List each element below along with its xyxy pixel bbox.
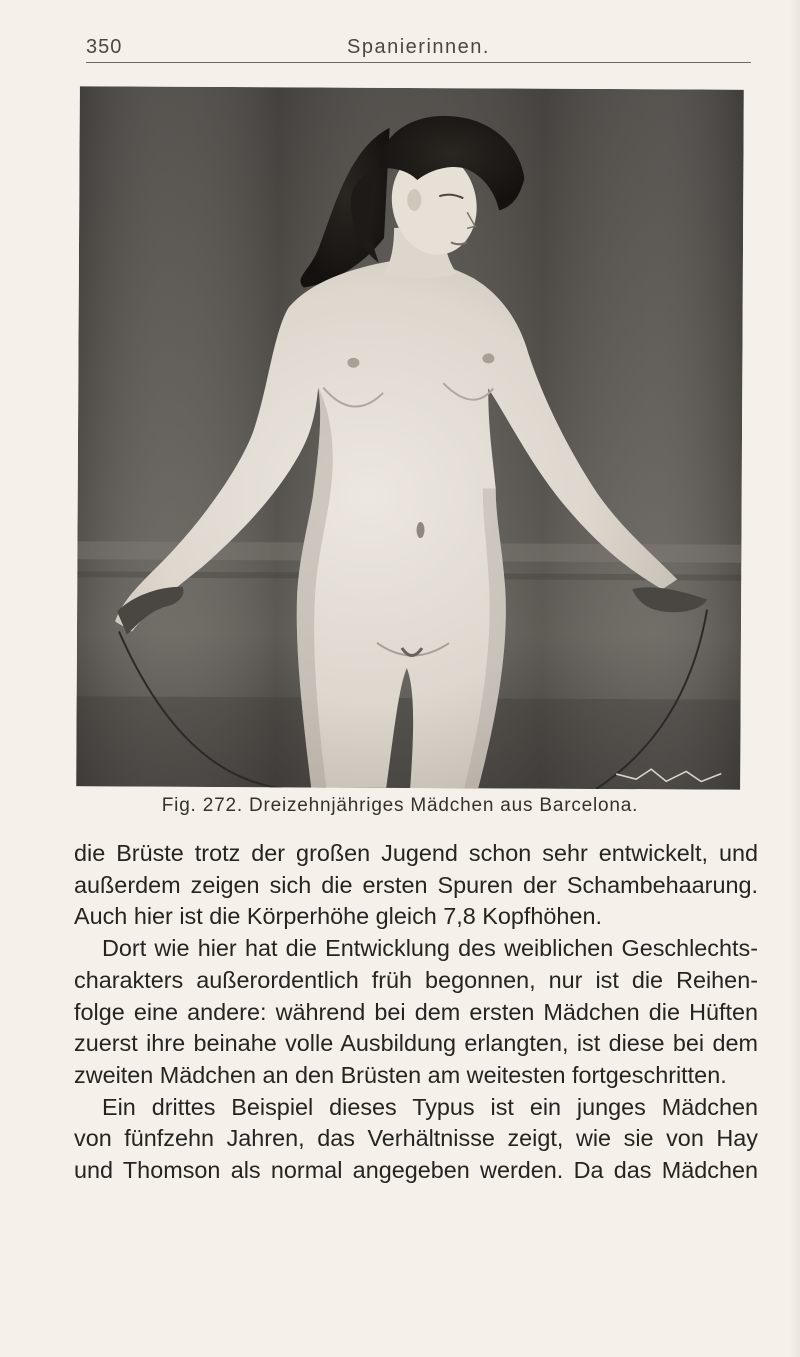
photograph-girl-figure [76, 86, 744, 789]
text-line: und Thomson als normal angegeben werden. Da das Mädchen [74, 1157, 758, 1184]
text-line: die Brüste trotz der großen Jugend schon sehr entwickelt, und [74, 840, 758, 866]
photograph-plate [76, 86, 744, 789]
text-line: Ein drittes Beispiel dieses Typus ist ein junges Mädchen [102, 1093, 758, 1120]
text-line: von fünfzehn Jahren, das Verhältnisse zeigt, wie sie von Hay [74, 1125, 758, 1152]
text-line: folge eine andere: während bei dem ersten Mädchen die Hüften [74, 998, 758, 1025]
figure-caption: Fig. 272. Dreizehnjähriges Mädchen aus Barcelona. [161, 795, 639, 816]
text-line: zweiten Mädchen an den Brüsten am weitesten fortgeschritten. [74, 1061, 727, 1088]
body-paragraphs [74, 838, 758, 1187]
running-head [86, 36, 751, 63]
text-line: Auch hier ist die Körperhöhe gleich 7,8 Kopfhöhen. [74, 903, 602, 930]
running-title: Spanierinnen. [347, 36, 490, 58]
page-number: 350 [86, 36, 123, 58]
page-edge [790, 0, 800, 1357]
text-line: charakters außerordentlich früh begonnen, nur ist die Reihen- [74, 966, 758, 993]
text-line: Dort wie hier hat die Entwicklung des weiblichen Geschlechts- [102, 935, 758, 962]
text-line: außerdem zeigen sich die ersten Spuren der Schambehaarung. [74, 871, 758, 898]
text-line: zuerst ihre beinahe volle Ausbildung erlangten, ist diese bei dem [74, 1030, 758, 1057]
